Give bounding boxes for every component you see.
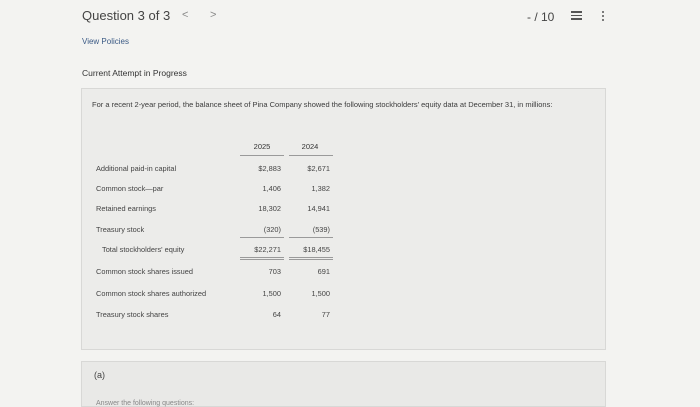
question-title: Question 3 of 3 xyxy=(82,8,171,23)
table-row xyxy=(96,245,356,265)
table-row xyxy=(96,310,356,330)
cell-2024: $18,455 xyxy=(303,245,330,254)
table-row xyxy=(96,164,356,184)
part-a-panel xyxy=(81,361,606,407)
attempt-status: Current Attempt in Progress xyxy=(82,68,187,78)
total-double-line xyxy=(289,257,333,260)
cell-2024: 1,500 xyxy=(311,289,330,298)
header-2025: 2025 xyxy=(253,142,271,151)
cell-2025: $2,883 xyxy=(258,164,281,173)
answer-hint: Answer the following questions: xyxy=(96,400,195,407)
score-display: - / 10 xyxy=(527,10,555,24)
header-underline xyxy=(240,155,284,156)
list-icon[interactable] xyxy=(571,11,582,21)
subtotal-line xyxy=(289,237,333,238)
row-label: Additional paid-in capital xyxy=(96,164,177,173)
cell-2024: 1,382 xyxy=(311,184,330,193)
total-double-line xyxy=(240,257,284,260)
cell-2024: 77 xyxy=(321,310,330,319)
cell-2024: 691 xyxy=(317,267,330,276)
cell-2025: 18,302 xyxy=(258,204,281,213)
row-label: Retained earnings xyxy=(96,204,156,213)
next-question-icon[interactable]: > xyxy=(210,9,217,21)
problem-panel xyxy=(81,88,606,350)
table-row xyxy=(96,225,356,245)
row-label: Common stock—par xyxy=(96,184,164,193)
more-vertical-icon[interactable] xyxy=(601,11,605,23)
row-label: Total stockholders' equity xyxy=(102,245,185,254)
table-row xyxy=(96,289,356,309)
cell-2025: $22,271 xyxy=(254,245,281,254)
cell-2024: $2,671 xyxy=(307,164,330,173)
cell-2024: 14,941 xyxy=(307,204,330,213)
header-2024: 2024 xyxy=(301,142,319,151)
cell-2025: 1,406 xyxy=(262,184,281,193)
cell-2025: 703 xyxy=(268,267,281,276)
row-label: Common stock shares issued xyxy=(96,267,193,276)
table-row xyxy=(96,267,356,287)
header-underline xyxy=(289,155,333,156)
subtotal-line xyxy=(240,237,284,238)
previous-question-icon[interactable]: < xyxy=(182,9,189,21)
cell-2025: (320) xyxy=(263,225,281,234)
part-a-label: (a) xyxy=(94,370,105,380)
row-label: Treasury stock shares xyxy=(96,310,169,319)
problem-text: For a recent 2-year period, the balance sheet of Pina Company showed the following stockholders' equity data at December 31, in millions: xyxy=(92,100,553,109)
row-label: Treasury stock xyxy=(96,225,145,234)
view-policies-link[interactable]: View Policies xyxy=(82,37,129,46)
cell-2025: 1,500 xyxy=(262,289,281,298)
cell-2024: (539) xyxy=(312,225,330,234)
row-label: Common stock shares authorized xyxy=(96,289,207,298)
table-row xyxy=(96,184,356,204)
table-row xyxy=(96,204,356,224)
cell-2025: 64 xyxy=(272,310,281,319)
